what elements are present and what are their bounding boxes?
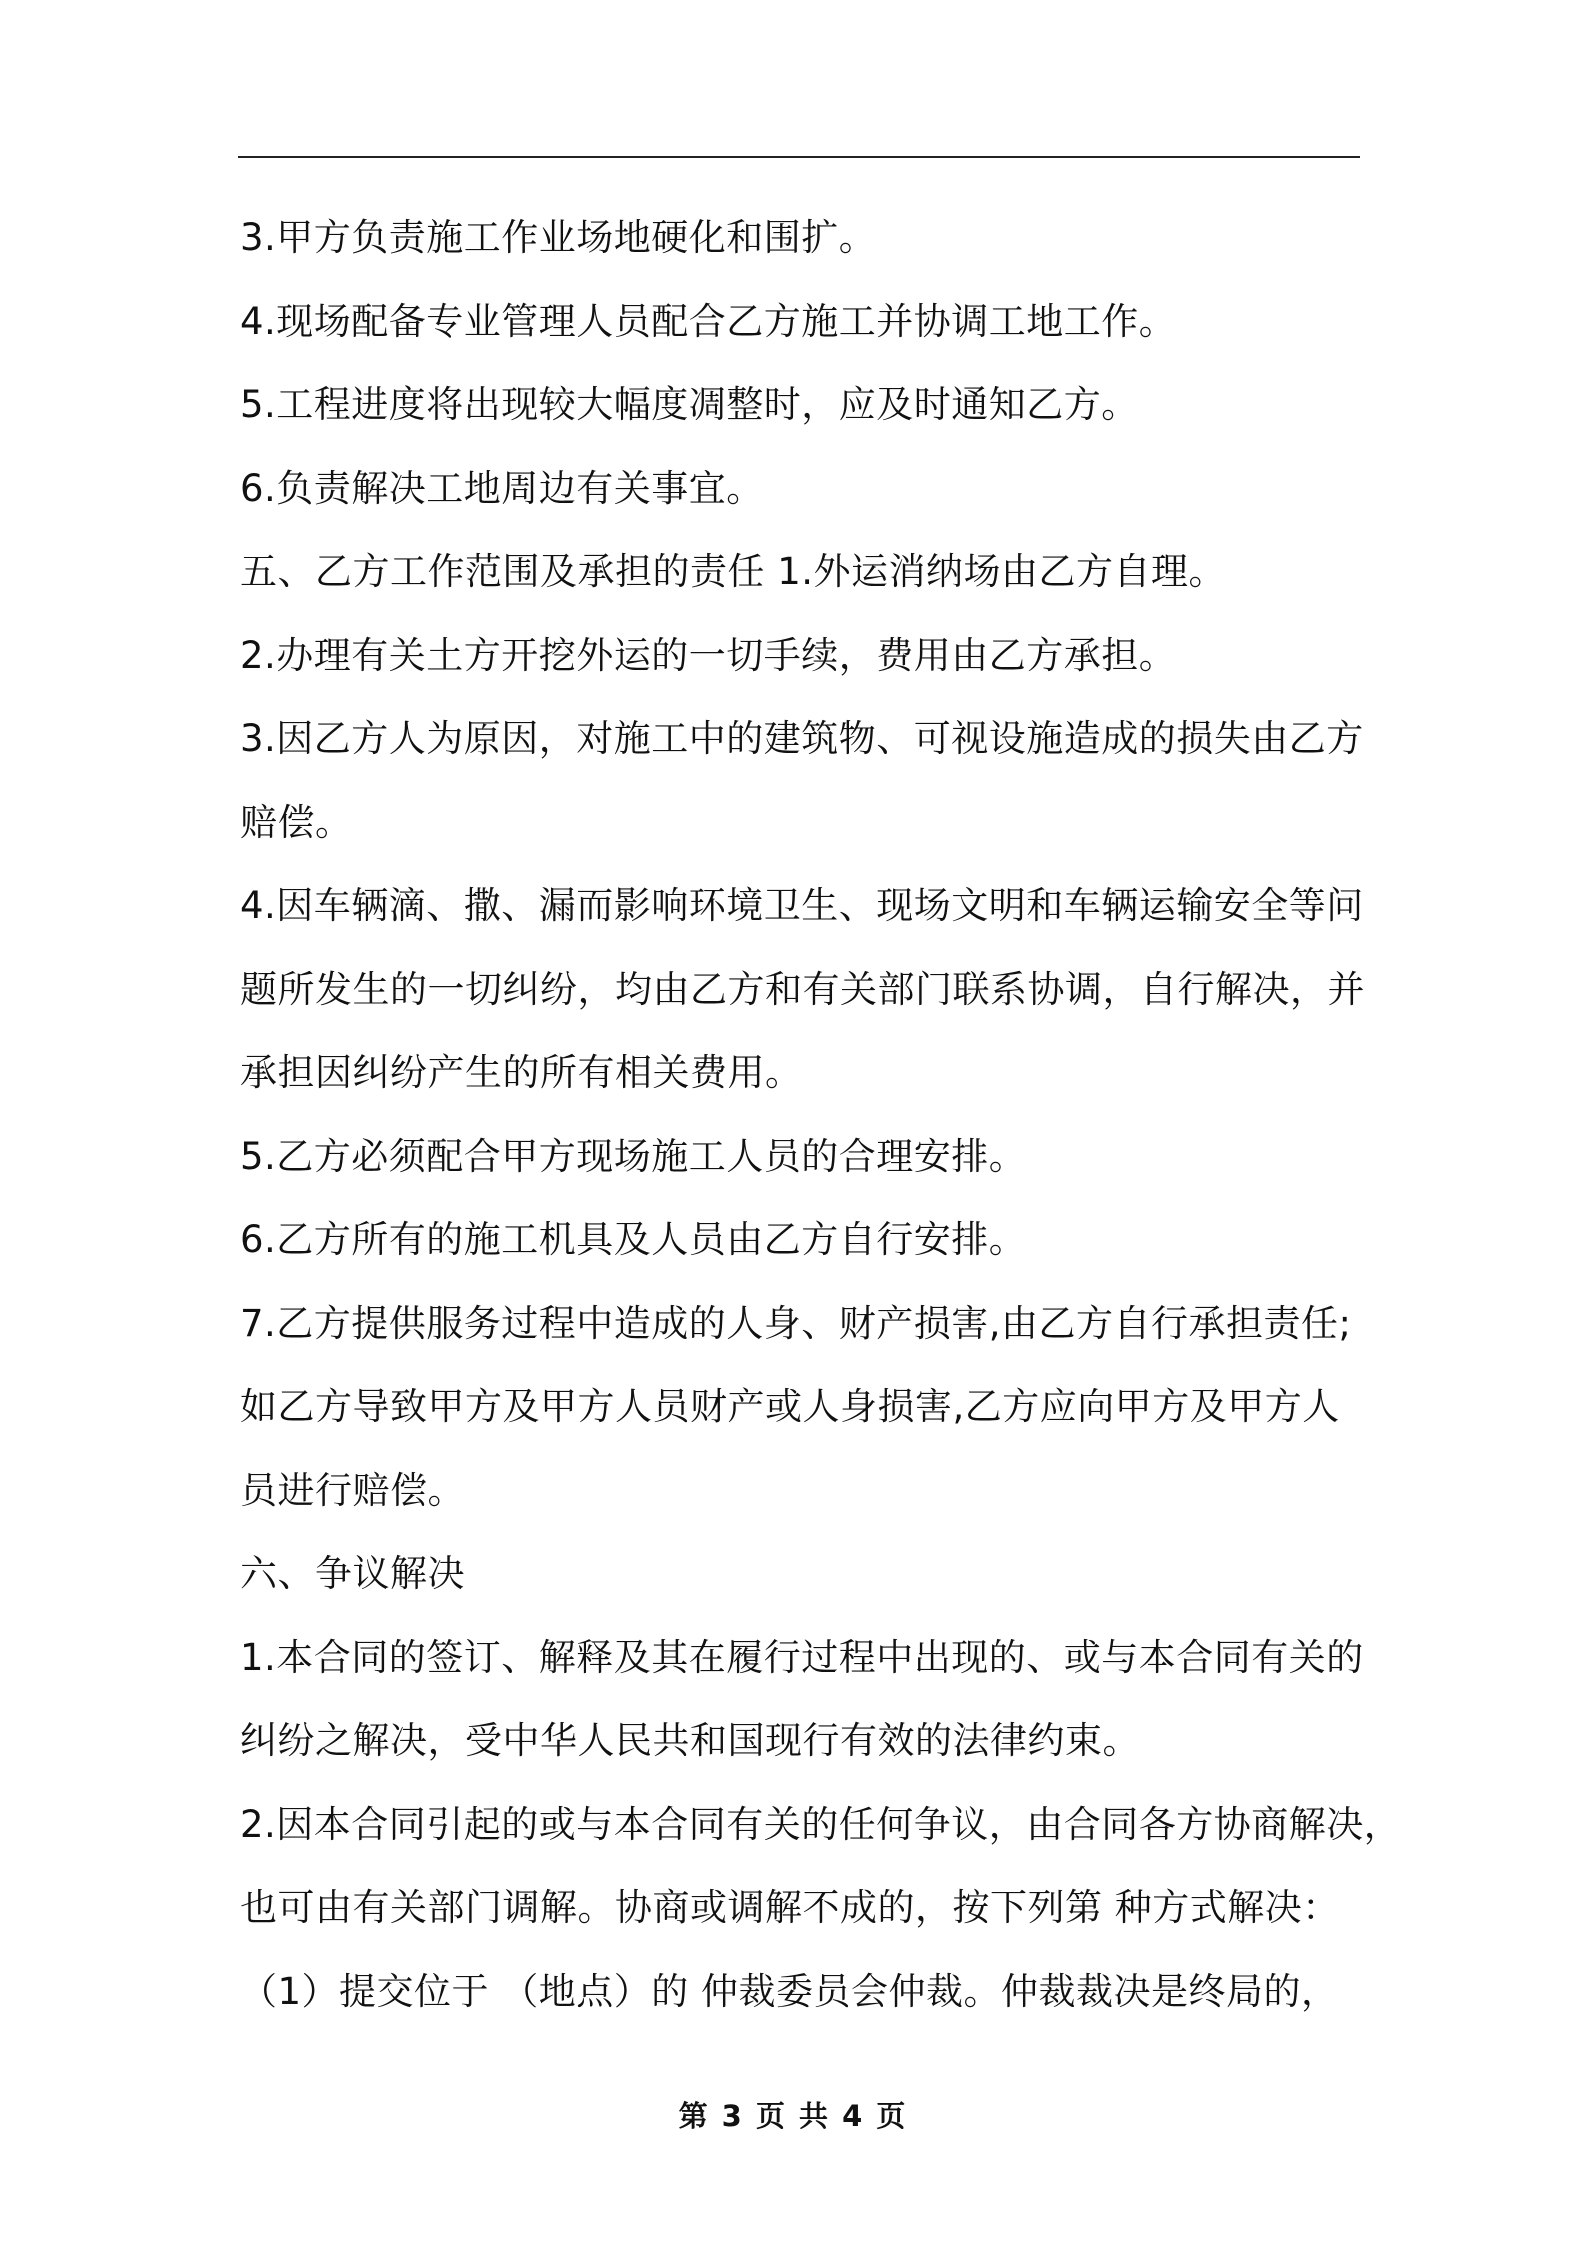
text-line: 1.本合同的签订、解释及其在履行过程中出现的、或与本合同有关的 [240, 1635, 1364, 1679]
text-line: 题所发生的一切纠纷，均由乙方和有关部门联系协调，自行解决，并 [240, 967, 1365, 1011]
text-line: 6.负责解决工地周边有关事宜。 [240, 466, 764, 510]
text-line: （1）提交位于 （地点）的 仲裁委员会仲裁。仲裁裁决是终局的， [240, 1969, 1339, 2013]
text-line: 3.甲方负责施工作业场地硬化和围扩。 [240, 216, 877, 259]
text-line: 4.因车辆滴、撒、漏而影响环境卫生、现场文明和车辆运输安全等问 [240, 884, 1364, 927]
text-line: 2.办理有关土方开挖外运的一切手续，费用由乙方承担。 [240, 633, 1177, 677]
text-line: 赔偿。 [240, 800, 353, 844]
text-line: 纠纷之解决，受中华人民共和国现行有效的法律约束。 [240, 1719, 1140, 1762]
document-body [240, 196, 1402, 2033]
text-line: 3.因乙方人为原因，对施工中的建筑物、可视设施造成的损失由乙方 [240, 717, 1364, 760]
text-line: 承担因纠纷产生的所有相关费用。 [240, 1051, 803, 1094]
section-heading-6: 六、争议解决 [240, 1552, 465, 1595]
text-line: 也可由有关部门调解。协商或调解不成的，按下列第 种方式解决： [240, 1886, 1340, 1929]
section-heading-5: 五、乙方工作范围及承担的责任 1.外运消纳场由乙方自理。 [240, 550, 1227, 593]
text-line: 7.乙方提供服务过程中造成的人身、财产损害,由乙方自行承担责任; [240, 1301, 1352, 1345]
text-line: 6.乙方所有的施工机具及人员由乙方自行安排。 [240, 1218, 1027, 1261]
header-rule [238, 156, 1360, 158]
text-line: 5.工程进度将出现较大幅度凋整时，应及时通知乙方。 [240, 383, 1139, 426]
page-footer: 第 3 页 共 4 页 [678, 2099, 908, 2133]
text-line: 如乙方导致甲方及甲方人员财产或人身损害,乙方应向甲方及甲方人 [240, 1385, 1340, 1428]
text-line: 员进行赔偿。 [240, 1468, 465, 1512]
text-line: 5.乙方必须配合甲方现场施工人员的合理安排。 [240, 1134, 1027, 1178]
text-line: 2.因本合同引起的或与本合同有关的任何争议，由合同各方协商解决， [240, 1802, 1402, 1846]
text-line: 4.现场配备专业管理人员配合乙方施工并协调工地工作。 [240, 299, 1177, 343]
